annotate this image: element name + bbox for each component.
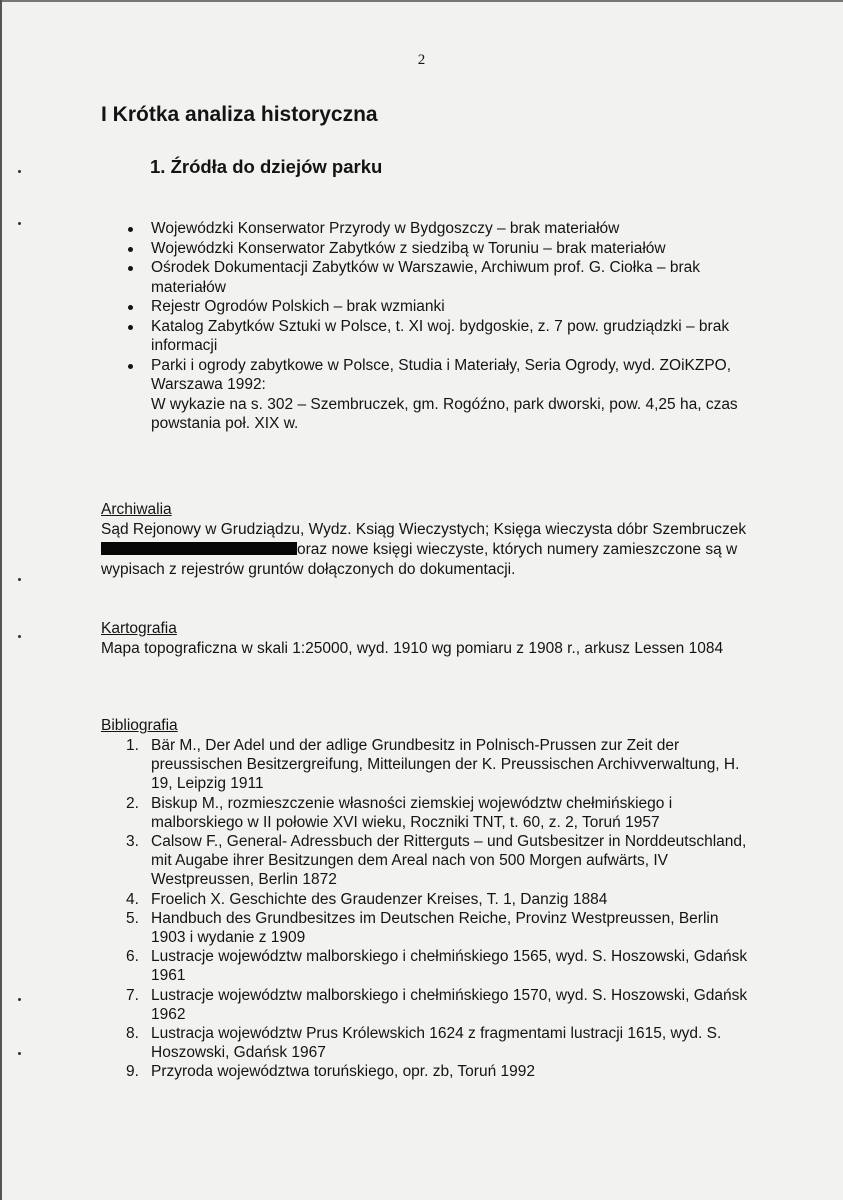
item-text: Lustracje województw malborskiego i chełmińskiego 1570, wyd. S. Hoszowski, Gdańsk 1962 — [151, 986, 748, 1023]
list-item-note: W wykazie na s. 302 – Szembruczek, gm. Rogóźno, park dworski, pow. 4,25 ha, czas powstania poł. XIX w. — [151, 395, 738, 432]
sources-list — [101, 219, 751, 434]
archiwalia-title: Archiwalia — [101, 501, 172, 518]
scan-speck — [18, 578, 21, 581]
item-text: Lustracja województw Prus Królewskich 1624 z fragmentami lustracji 1615, wyd. S. Hoszowski, Gdańsk 1967 — [151, 1025, 722, 1062]
kartografia-section — [101, 619, 751, 659]
bibliography-item — [101, 986, 751, 1024]
item-number: 1. — [126, 737, 139, 754]
item-number: 4. — [126, 890, 139, 908]
item-text: Bär M., Der Adel und der adlige Grundbesitz in Polnisch-Prussen zur Zeit der preussischen Besitzergreifung, Mitteilungen der K. Preussischen Archivverwaltung, H. 19, Leipzig 1911 — [151, 737, 740, 793]
bibliography-item — [101, 909, 751, 947]
list-item: Ośrodek Dokumentacji Zabytków w Warszawie, Archiwum prof. G. Ciołka – brak materiałów — [101, 258, 751, 297]
bibliography-item — [101, 832, 751, 890]
item-text: Handbuch des Grundbesitzes im Deutschen Reiche, Provinz Westpreussen, Berlin 1903 i wydanie z 1909 — [151, 909, 719, 947]
item-text: Przyroda województwa toruńskiego, opr. zb, Toruń 1992 — [151, 1063, 535, 1081]
item-text: Calsow F., General- Adressbuch der Ritterguts – und Gutsbesitzer in Norddeutschland, mit Augabe ihrer Besitzungen dem Areal nach von 500 Morgen aufwärts, IV Westpreussen, Berlin 1872 — [151, 833, 747, 889]
list-item: Katalog Zabytków Sztuki w Polsce, t. XI woj. bydgoskie, z. 7 pow. grudziądzki – brak informacji — [101, 317, 751, 356]
item-text: Lustracje województw malborskiego i chełmińskiego 1565, wyd. S. Hoszowski, Gdańsk 1961 — [151, 948, 748, 985]
item-number: 9. — [126, 1063, 139, 1081]
page-number: 2 — [417, 52, 426, 68]
scan-speck — [18, 998, 21, 1001]
bibliografia-title: Bibliografia — [101, 717, 178, 734]
item-number: 8. — [126, 1025, 139, 1043]
archiwalia-text-before: Sąd Rejonowy w Grudziądzu, Wydz. Ksiąg Wieczystych; Księga wieczysta dóbr Szembruczek — [101, 521, 747, 538]
list-item — [101, 356, 751, 434]
list-item: Rejestr Ogrodów Polskich – brak wzmianki — [101, 297, 751, 317]
bibliography-item — [101, 890, 751, 909]
bibliography-item — [101, 1024, 751, 1062]
item-number: 2. — [126, 794, 139, 812]
bibliography-item — [101, 794, 751, 832]
scan-edge-top — [0, 0, 843, 2]
bibliography-item — [101, 947, 751, 985]
item-number: 5. — [126, 909, 139, 927]
kartografia-title: Kartografia — [101, 620, 177, 637]
kartografia-text: Mapa topograficzna w skali 1:25000, wyd. 1910 wg pomiaru z 1908 r., arkusz Lessen 1084 — [101, 640, 724, 657]
item-number: 7. — [126, 986, 139, 1004]
scan-speck — [18, 170, 21, 173]
bibliography-item — [101, 1062, 751, 1081]
section-heading: 1. Źródła do dziejów parku — [150, 156, 383, 177]
item-text: Biskup M., rozmieszczenie własności ziemskiej województw chełmińskiego i malborskiego w II połowie XVI wieku, Roczniki TNT, t. 60, z. 2, Toruń 1957 — [151, 794, 673, 831]
redaction-bar — [101, 542, 297, 555]
list-item-text: Parki i ogrody zabytkowe w Polsce, Studia i Materiały, Seria Ogrody, wyd. ZOiKZPO, Warszawa 1992: — [151, 356, 732, 393]
bibliography-list — [101, 736, 751, 1082]
item-number: 3. — [126, 833, 139, 851]
scan-edge-left — [0, 0, 2, 1200]
bibliography-item — [101, 736, 751, 794]
bibliografia-section — [101, 716, 751, 736]
page-title: I Krótka analiza historyczna — [101, 103, 378, 126]
archiwalia-text-after: oraz nowe księgi wieczyste, których numery zamieszczone są w wypisach z rejestrów gruntów dołączonych do dokumentacji. — [101, 541, 738, 578]
scan-speck — [18, 1052, 21, 1055]
archiwalia-section — [101, 500, 751, 580]
scan-speck — [18, 222, 21, 225]
list-item: Wojewódzki Konserwator Przyrody w Bydgoszczy – brak materiałów — [101, 219, 751, 239]
item-number: 6. — [126, 948, 139, 966]
scan-speck — [18, 635, 21, 638]
item-text: Froelich X. Geschichte des Graudenzer Kreises, T. 1, Danzig 1884 — [151, 890, 608, 908]
list-item: Wojewódzki Konserwator Zabytków z siedzibą w Toruniu – brak materiałów — [101, 239, 751, 259]
archiwalia-text — [101, 520, 751, 580]
